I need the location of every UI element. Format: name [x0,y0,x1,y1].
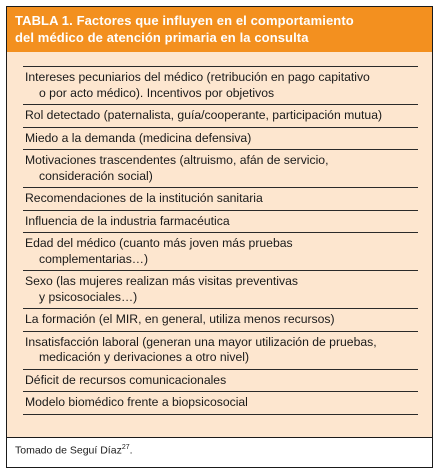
factor-text: Sexo (las mujeres realizan más visitas preventivas [25,274,298,288]
table-title-line-1: TABLA 1. Factores que influyen en el comportamiento [15,13,354,28]
factors-list [23,66,418,415]
factor-text-continuation: complementarias…) [39,251,149,266]
factor-row [23,104,418,127]
factor-text: Insatisfacción laboral (generan una mayor utilización de pruebas, [25,334,377,349]
source-reference: 27 [121,444,130,451]
factor-row [23,369,418,392]
factor-row [23,308,418,331]
factor-text: Déficit de recursos comunicacionales [25,372,227,387]
factor-row [23,66,418,104]
table-source-note [7,437,432,467]
table-title [7,7,432,52]
factor-row [23,149,418,187]
factor-row [23,187,418,210]
factor-row [23,391,418,415]
factor-text: Rol detectado (paternalista, guía/cooperante, participación mutua) [25,108,383,122]
factor-text: Edad del médico (cuanto más joven más pruebas [25,236,293,250]
factor-text-continuation: medicación y derivaciones a otro nivel) [39,350,249,364]
factor-text-continuation: o por acto médico). Incentivos por objetivos [39,85,275,100]
table-title-line-2: del médico de atención primaria en la consulta [15,30,309,45]
source-end: . [129,444,133,457]
factor-row [23,331,418,369]
factor-text-continuation: consideración social) [39,168,153,183]
factor-row [23,270,418,308]
factor-text: Influencia de la industria farmacéutica [25,213,230,228]
factor-text-continuation: y psicosociales…) [39,289,138,304]
factor-text: Modelo biomédico frente a biopsicosocial [25,395,248,409]
factor-row [23,127,418,150]
factor-row [23,210,418,233]
source-text: Tomado de Seguí Díaz [15,444,122,457]
factor-text: Intereses pecuniarios del médico (retribución en pago capitativo [25,70,370,84]
factor-text: Miedo a la demanda (medicina defensiva) [25,130,252,145]
factor-text: Recomendaciones de la institución sanitaria [25,191,263,205]
table-container [6,6,433,468]
factor-row [23,232,418,270]
factor-text: La formación (el MIR, en general, utiliza menos recursos) [25,312,335,326]
factor-text: Motivaciones trascendentes (altruismo, afán de servicio, [25,153,329,167]
